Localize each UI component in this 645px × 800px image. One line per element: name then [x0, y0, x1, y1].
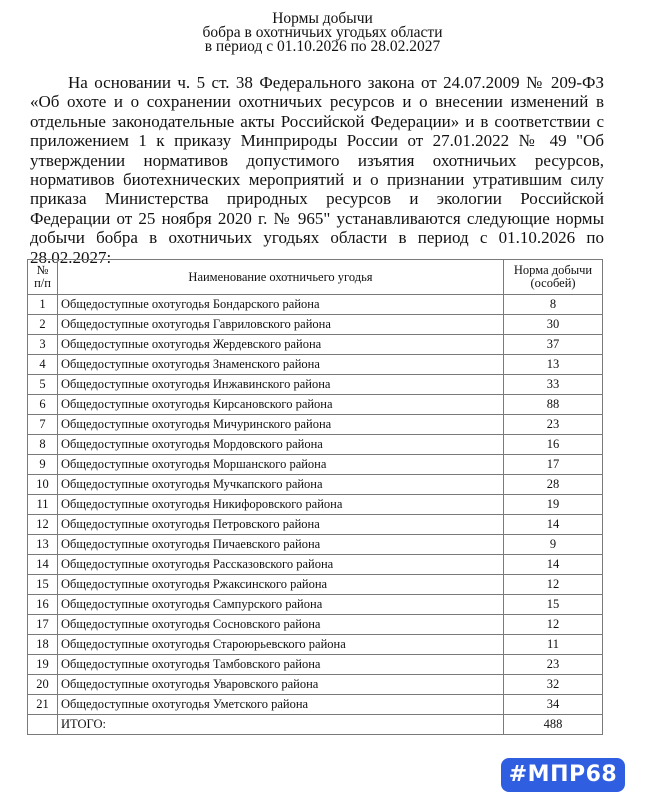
- row-name: Общедоступные охотугодья Мичуринского района: [58, 415, 504, 435]
- row-value: 12: [504, 575, 603, 595]
- table-row: [28, 435, 603, 455]
- intro-paragraph: На основании ч. 5 ст. 38 Федерального закона от 24.07.2009 № 209-ФЗ «Об охоте и о сохранении охотничьих ресурсов и о внесении изменений в отдельные законодательные акты Российской Федерации» и в соответствии с приложением 1 к приказу Минприроды России от 27.01.2022 № 49 "Об утверждении нормативов допустимого изъятия охотничьих ресурсов, нормативов биотехнических мероприятий и о признании утратившим силу приказа Министерства природных ресурсов и экологии Российской Федерации от 25 ноября 2020 г. № 965" устанавливаются следующие нормы добычи бобра в охотничьих угодьях области в период с 01.10.2026 по 28.02.2027:: [30, 73, 604, 267]
- row-number: 16: [28, 595, 58, 615]
- row-name: Общедоступные охотугодья Ржаксинского района: [58, 575, 504, 595]
- table-row: [28, 395, 603, 415]
- row-number: 6: [28, 395, 58, 415]
- row-number: 11: [28, 495, 58, 515]
- row-name: Общедоступные охотугодья Сампурского района: [58, 595, 504, 615]
- row-value: 8: [504, 295, 603, 315]
- row-number: 14: [28, 555, 58, 575]
- title-line-2: бобра в охотничьих угодьях области: [202, 24, 443, 41]
- row-number: 21: [28, 695, 58, 715]
- row-value: 88: [504, 395, 603, 415]
- row-value: 15: [504, 595, 603, 615]
- total-value: 488: [504, 715, 603, 735]
- header-name: Наименование охотничьего угодья: [58, 260, 504, 295]
- row-value: 30: [504, 315, 603, 335]
- row-number: 2: [28, 315, 58, 335]
- row-name: Общедоступные охотугодья Пичаевского района: [58, 535, 504, 555]
- row-number: 10: [28, 475, 58, 495]
- row-value: 37: [504, 335, 603, 355]
- total-label: ИТОГО:: [58, 715, 504, 735]
- row-name: Общедоступные охотугодья Кирсановского района: [58, 395, 504, 415]
- row-name: Общедоступные охотугодья Бондарского района: [58, 295, 504, 315]
- table-row: [28, 315, 603, 335]
- row-value: 32: [504, 675, 603, 695]
- table-row: [28, 675, 603, 695]
- row-value: 14: [504, 555, 603, 575]
- row-number: 17: [28, 615, 58, 635]
- hashtag-badge: #МПР68: [501, 758, 625, 792]
- document-title: [0, 12, 645, 54]
- row-number: 1: [28, 295, 58, 315]
- table-row: [28, 595, 603, 615]
- table-row: [28, 335, 603, 355]
- row-value: 14: [504, 515, 603, 535]
- row-name: Общедоступные охотугодья Сосновского района: [58, 615, 504, 635]
- row-value: 17: [504, 455, 603, 475]
- row-value: 13: [504, 355, 603, 375]
- table-row: [28, 475, 603, 495]
- row-name: Общедоступные охотугодья Староюрьевского района: [58, 635, 504, 655]
- row-number: 20: [28, 675, 58, 695]
- row-name: Общедоступные охотугодья Мордовского района: [58, 435, 504, 455]
- row-value: 9: [504, 535, 603, 555]
- row-name: Общедоступные охотугодья Мучкапского района: [58, 475, 504, 495]
- row-value: 34: [504, 695, 603, 715]
- row-number: 5: [28, 375, 58, 395]
- row-value: 33: [504, 375, 603, 395]
- row-name: Общедоступные охотугодья Моршанского района: [58, 455, 504, 475]
- row-name: Общедоступные охотугодья Уметского района: [58, 695, 504, 715]
- row-name: Общедоступные охотугодья Петровского района: [58, 515, 504, 535]
- row-number: 12: [28, 515, 58, 535]
- row-number: 18: [28, 635, 58, 655]
- row-value: 28: [504, 475, 603, 495]
- total-num-cell: [28, 715, 58, 735]
- table-row: [28, 555, 603, 575]
- table-row: [28, 515, 603, 535]
- row-number: 3: [28, 335, 58, 355]
- row-name: Общедоступные охотугодья Тамбовского района: [58, 655, 504, 675]
- table-row: [28, 415, 603, 435]
- row-name: Общедоступные охотугодья Гавриловского района: [58, 315, 504, 335]
- row-name: Общедоступные охотугодья Знаменского района: [58, 355, 504, 375]
- row-name: Общедоступные охотугодья Уваровского района: [58, 675, 504, 695]
- row-number: 9: [28, 455, 58, 475]
- row-number: 19: [28, 655, 58, 675]
- row-value: 11: [504, 635, 603, 655]
- row-value: 12: [504, 615, 603, 635]
- table-row: [28, 635, 603, 655]
- table-row: [28, 455, 603, 475]
- row-number: 15: [28, 575, 58, 595]
- row-number: 13: [28, 535, 58, 555]
- title-line-1: Нормы добычи: [272, 10, 373, 27]
- row-name: Общедоступные охотугодья Жердевского района: [58, 335, 504, 355]
- table-row: [28, 495, 603, 515]
- row-name: Общедоступные охотугодья Инжавинского района: [58, 375, 504, 395]
- norms-table: [27, 259, 603, 735]
- table-row: [28, 655, 603, 675]
- row-number: 4: [28, 355, 58, 375]
- row-value: 23: [504, 655, 603, 675]
- table-row: [28, 375, 603, 395]
- header-num: № п/п: [28, 260, 58, 295]
- table-row: [28, 695, 603, 715]
- row-name: Общедоступные охотугодья Никифоровского района: [58, 495, 504, 515]
- row-name: Общедоступные охотугодья Рассказовского района: [58, 555, 504, 575]
- table-row: [28, 295, 603, 315]
- header-norm: Норма добычи (особей): [504, 260, 603, 295]
- table-row: [28, 615, 603, 635]
- row-value: 23: [504, 415, 603, 435]
- table-row: [28, 575, 603, 595]
- row-number: 7: [28, 415, 58, 435]
- table-row: [28, 355, 603, 375]
- table-total-row: [28, 715, 603, 735]
- table-row: [28, 535, 603, 555]
- title-line-3: в период с 01.10.2026 по 28.02.2027: [204, 38, 441, 55]
- row-value: 19: [504, 495, 603, 515]
- row-number: 8: [28, 435, 58, 455]
- row-value: 16: [504, 435, 603, 455]
- table-header-row: [28, 260, 603, 295]
